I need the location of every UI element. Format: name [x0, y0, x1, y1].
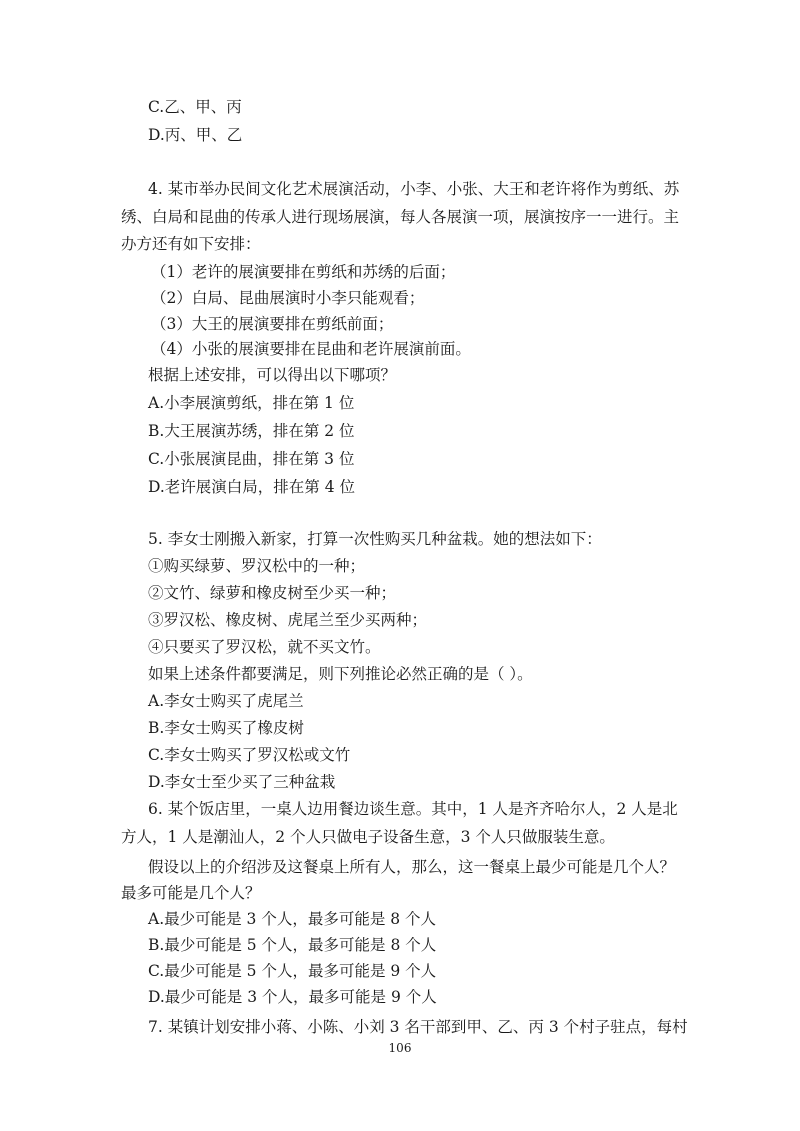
q5-stem: 5. 李女士刚搬入新家，打算一次性购买几种盆栽。她的想法如下： — [148, 530, 602, 548]
q5-question: 如果上述条件都要满足，则下列推论必然正确的是（ ）。 — [148, 665, 533, 683]
q4-option-a: A.小李展演剪纸，排在第 1 位 — [148, 394, 355, 412]
q5-option-c: C.李女士购买了罗汉松或文竹 — [148, 746, 351, 764]
q4-condition-1: （1）老许的展演要排在剪纸和苏绣的后面； — [151, 263, 456, 281]
q6-question-line-2: 最多可能是几个人？ — [121, 884, 261, 902]
q6-stem-line-2: 方人，1 人是潮汕人，2 个人只做电子设备生意，3 个人只做服装生意。 — [121, 828, 615, 846]
q4-option-b: B.大王展演苏绣，排在第 2 位 — [148, 422, 355, 440]
q6-option-c: C.最少可能是 5 个人，最多可能是 9 个人 — [148, 962, 437, 980]
q3-option-d: D.丙、甲、乙 — [148, 126, 243, 144]
q4-stem-line-3: 办方还有如下安排： — [121, 235, 261, 253]
q4-condition-2: （2）白局、昆曲展演时小李只能观看； — [151, 289, 425, 307]
q4-option-d: D.老许展演白局，排在第 4 位 — [148, 478, 356, 496]
q6-option-d: D.最少可能是 3 个人，最多可能是 9 个人 — [148, 988, 437, 1006]
q4-condition-4: （4）小张的展演要排在昆曲和老许展演前面。 — [151, 340, 471, 358]
q7-stem: 7. 某镇计划安排小蒋、小陈、小刘 3 名干部到甲、乙、丙 3 个村子驻点，每村 — [148, 1018, 688, 1036]
q6-question-line-1: 假设以上的介绍涉及这餐桌上所有人，那么，这一餐桌上最少可能是几个人？ — [148, 858, 676, 876]
q5-option-a: A.李女士购买了虎尾兰 — [148, 692, 304, 710]
q4-option-c: C.小张展演昆曲，排在第 3 位 — [148, 450, 355, 468]
q5-condition-4: ④只要买了罗汉松，就不买文竹。 — [148, 638, 381, 656]
page-number: 106 — [388, 1041, 412, 1055]
q6-option-a: A.最少可能是 3 个人，最多可能是 8 个人 — [148, 910, 437, 928]
q5-condition-1: ①购买绿萝、罗汉松中的一种； — [148, 557, 366, 575]
q4-stem-line-1: 4. 某市举办民间文化艺术展演活动，小李、小张、大王和老许将作为剪纸、苏 — [148, 180, 680, 198]
q4-condition-3: （3）大王的展演要排在剪纸前面； — [151, 315, 394, 333]
q4-question: 根据上述安排，可以得出以下哪项？ — [148, 366, 397, 384]
q5-option-d: D.李女士至少买了三种盆栽 — [148, 773, 336, 791]
q6-option-b: B.最少可能是 5 个人，最多可能是 8 个人 — [148, 936, 437, 954]
q5-condition-3: ③罗汉松、橡皮树、虎尾兰至少买两种； — [148, 611, 428, 629]
q4-stem-line-2: 绣、白局和昆曲的传承人进行现场展演，每人各展演一项，展演按序一一进行。主 — [121, 208, 680, 226]
q5-option-b: B.李女士购买了橡皮树 — [148, 719, 304, 737]
q5-condition-2: ②文竹、绿萝和橡皮树至少买一种； — [148, 584, 397, 602]
q3-option-c: C.乙、甲、丙 — [148, 98, 242, 116]
q6-stem-line-1: 6. 某个饭店里，一桌人边用餐边谈生意。其中，1 人是齐齐哈尔人，2 人是北 — [148, 800, 678, 818]
